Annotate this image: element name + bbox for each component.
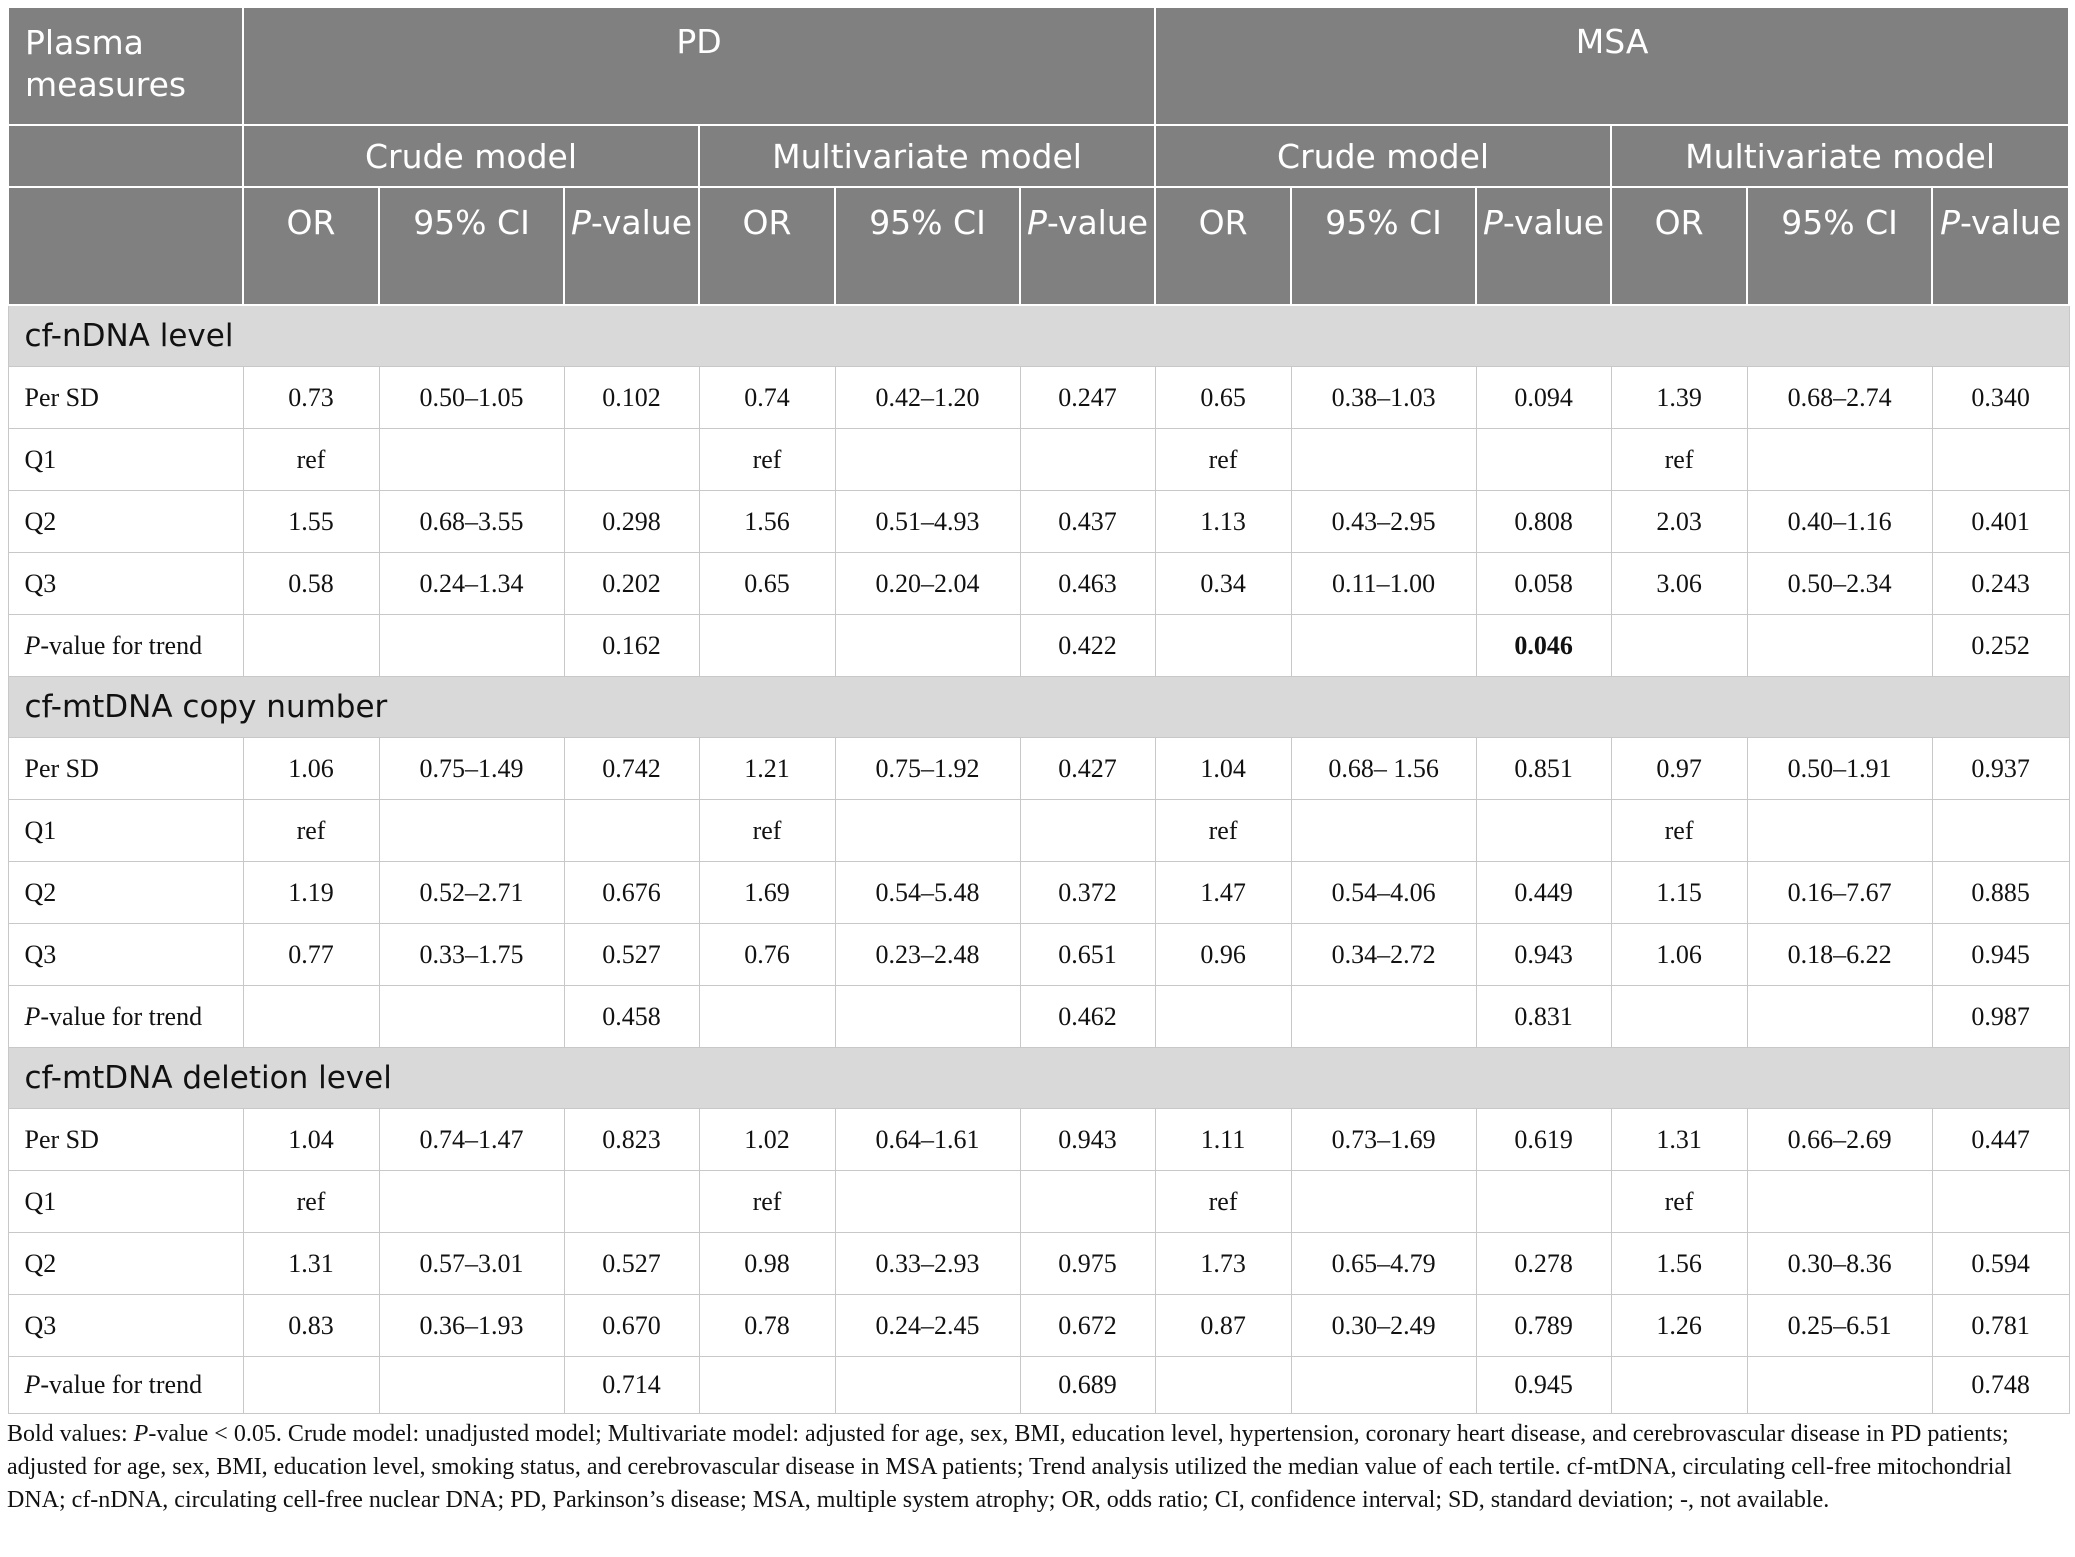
table-cell: 0.57–3.01 xyxy=(379,1233,564,1295)
table-cell: 0.831 xyxy=(1476,986,1611,1048)
table-cell xyxy=(379,429,564,491)
table-cell: 0.66–2.69 xyxy=(1747,1109,1932,1171)
table-cell: 0.68– 1.56 xyxy=(1291,738,1476,800)
table-cell xyxy=(1747,800,1932,862)
row-label-text: -value for trend xyxy=(40,1001,203,1031)
table-cell xyxy=(379,1171,564,1233)
table-cell: 0.975 xyxy=(1020,1233,1155,1295)
col-header-p-italic: P xyxy=(1026,203,1047,242)
table-cell: 1.31 xyxy=(243,1233,379,1295)
table-cell: 0.676 xyxy=(564,862,699,924)
table-cell xyxy=(699,1357,835,1414)
table-cell: 0.619 xyxy=(1476,1109,1611,1171)
table-row xyxy=(8,491,2069,553)
table-cell: ref xyxy=(699,800,835,862)
col-header-p-rest: -value xyxy=(1502,203,1605,242)
table-cell: 1.21 xyxy=(699,738,835,800)
row-label: Q3 xyxy=(8,553,243,615)
plasma-measures-header: Plasma measures xyxy=(8,7,243,125)
table-cell: 1.47 xyxy=(1155,862,1291,924)
table-cell: 0.046 xyxy=(1476,615,1611,677)
table-cell: 0.823 xyxy=(564,1109,699,1171)
col-header-95ci: 95% CI xyxy=(835,187,1020,305)
table-cell: ref xyxy=(243,1171,379,1233)
table-cell: 0.64–1.61 xyxy=(835,1109,1020,1171)
group-header-pd: PD xyxy=(243,7,1155,125)
table-cell: 0.937 xyxy=(1932,738,2069,800)
table-cell: 0.447 xyxy=(1932,1109,2069,1171)
table-cell: ref xyxy=(1611,1171,1747,1233)
table-cell: 0.689 xyxy=(1020,1357,1155,1414)
row-label-text: -value for trend xyxy=(40,1370,203,1399)
table-cell xyxy=(699,986,835,1048)
table-cell: 0.33–1.75 xyxy=(379,924,564,986)
col-header-p-value xyxy=(564,187,699,305)
table-cell: 0.75–1.49 xyxy=(379,738,564,800)
section-title: cf-nDNA level xyxy=(8,305,2069,367)
col-header-95ci: 95% CI xyxy=(1747,187,1932,305)
col-header-or: OR xyxy=(243,187,379,305)
col-header-p-value xyxy=(1020,187,1155,305)
table-cell: 0.52–2.71 xyxy=(379,862,564,924)
table-cell: 0.24–2.45 xyxy=(835,1295,1020,1357)
row-label-p-italic: P xyxy=(24,1370,41,1399)
table-cell: 0.16–7.67 xyxy=(1747,862,1932,924)
table-cell: 0.714 xyxy=(564,1357,699,1414)
table-cell: 0.30–2.49 xyxy=(1291,1295,1476,1357)
table-cell: 0.36–1.93 xyxy=(379,1295,564,1357)
table-cell: 0.462 xyxy=(1020,986,1155,1048)
table-row xyxy=(8,1171,2069,1233)
table-cell: 0.50–1.91 xyxy=(1747,738,1932,800)
table-cell xyxy=(1747,986,1932,1048)
row-label-text: -value for trend xyxy=(40,630,203,660)
header-row-models xyxy=(8,125,2069,187)
table-cell: 1.73 xyxy=(1155,1233,1291,1295)
table-cell: 0.851 xyxy=(1476,738,1611,800)
group-header-msa: MSA xyxy=(1155,7,2069,125)
table-cell: 0.68–2.74 xyxy=(1747,367,1932,429)
table-cell xyxy=(564,1171,699,1233)
table-cell xyxy=(564,800,699,862)
table-cell: 0.987 xyxy=(1932,986,2069,1048)
table-cell: 0.73 xyxy=(243,367,379,429)
table-cell: 0.65 xyxy=(699,553,835,615)
table-row xyxy=(8,738,2069,800)
table-row xyxy=(8,800,2069,862)
table-cell: 0.422 xyxy=(1020,615,1155,677)
table-cell xyxy=(1932,1171,2069,1233)
table-cell: 0.449 xyxy=(1476,862,1611,924)
table-cell: 0.340 xyxy=(1932,367,2069,429)
row-label: Q2 xyxy=(8,862,243,924)
col-header-or: OR xyxy=(699,187,835,305)
table-cell: 0.34 xyxy=(1155,553,1291,615)
table-cell: 0.789 xyxy=(1476,1295,1611,1357)
table-cell: 0.25–6.51 xyxy=(1747,1295,1932,1357)
table-cell: 1.69 xyxy=(699,862,835,924)
table-cell: 3.06 xyxy=(1611,553,1747,615)
table-cell: ref xyxy=(1155,429,1291,491)
table-cell: 1.11 xyxy=(1155,1109,1291,1171)
table-cell: 0.33–2.93 xyxy=(835,1233,1020,1295)
table-cell: 0.38–1.03 xyxy=(1291,367,1476,429)
table-cell xyxy=(835,1357,1020,1414)
table-cell: 0.40–1.16 xyxy=(1747,491,1932,553)
col-header-p-value xyxy=(1476,187,1611,305)
table-cell xyxy=(379,1357,564,1414)
table-footnote xyxy=(7,1418,2065,1517)
table-cell: 0.34–2.72 xyxy=(1291,924,1476,986)
table-cell: 0.742 xyxy=(564,738,699,800)
table-cell: 0.54–4.06 xyxy=(1291,862,1476,924)
table-cell: ref xyxy=(243,429,379,491)
table-cell: 0.670 xyxy=(564,1295,699,1357)
table-cell xyxy=(1291,1171,1476,1233)
row-label-p-italic: P xyxy=(24,1001,41,1031)
table-cell: 0.943 xyxy=(1476,924,1611,986)
table-cell xyxy=(1747,1357,1932,1414)
model-header-pd-multivariate: Multivariate model xyxy=(699,125,1155,187)
table-cell xyxy=(379,615,564,677)
table-cell: 0.83 xyxy=(243,1295,379,1357)
table-cell: 0.437 xyxy=(1020,491,1155,553)
col-header-p-italic: P xyxy=(1483,203,1503,242)
header-row-groups xyxy=(8,7,2069,125)
table-cell xyxy=(1291,1357,1476,1414)
model-header-msa-multivariate: Multivariate model xyxy=(1611,125,2069,187)
section-header-row xyxy=(8,305,2069,367)
table-row xyxy=(8,615,2069,677)
table-cell: ref xyxy=(1611,429,1747,491)
table-cell: 0.808 xyxy=(1476,491,1611,553)
table-cell xyxy=(564,429,699,491)
row-label: Per SD xyxy=(8,738,243,800)
table-cell xyxy=(1155,986,1291,1048)
model-header-pd-crude: Crude model xyxy=(243,125,699,187)
table-cell: 0.50–2.34 xyxy=(1747,553,1932,615)
table-cell: 1.39 xyxy=(1611,367,1747,429)
table-cell: 0.18–6.22 xyxy=(1747,924,1932,986)
row-label: Q2 xyxy=(8,1233,243,1295)
table-cell: 0.781 xyxy=(1932,1295,2069,1357)
table-cell xyxy=(1155,615,1291,677)
table-cell xyxy=(835,986,1020,1048)
row-label-p-italic: P xyxy=(24,630,41,660)
table-cell xyxy=(1747,615,1932,677)
table-cell xyxy=(1291,615,1476,677)
table-cell: 1.31 xyxy=(1611,1109,1747,1171)
table-cell xyxy=(1747,1171,1932,1233)
section-header-row xyxy=(8,1048,2069,1109)
table-cell: 0.594 xyxy=(1932,1233,2069,1295)
table-cell: 1.06 xyxy=(243,738,379,800)
table-cell: 0.463 xyxy=(1020,553,1155,615)
section-title: cf-mtDNA deletion level xyxy=(8,1048,2069,1109)
table-cell xyxy=(379,986,564,1048)
table-cell: 1.02 xyxy=(699,1109,835,1171)
col-header-p-rest: -value xyxy=(1046,203,1149,242)
table-cell xyxy=(1291,986,1476,1048)
table-cell xyxy=(243,615,379,677)
col-header-or: OR xyxy=(1155,187,1291,305)
col-header-p-rest: -value xyxy=(590,203,693,242)
table-cell: ref xyxy=(1611,800,1747,862)
table-cell: 1.26 xyxy=(1611,1295,1747,1357)
section-header-row xyxy=(8,677,2069,738)
row-label: Q1 xyxy=(8,800,243,862)
table-cell xyxy=(1611,615,1747,677)
row-label xyxy=(8,1357,243,1414)
col-header-p-italic: P xyxy=(1940,203,1960,242)
table-cell: ref xyxy=(699,429,835,491)
table-cell: 0.243 xyxy=(1932,553,2069,615)
table-cell: 0.945 xyxy=(1476,1357,1611,1414)
row-label: Q2 xyxy=(8,491,243,553)
row-label: Q1 xyxy=(8,429,243,491)
table-row xyxy=(8,429,2069,491)
table-cell: 1.13 xyxy=(1155,491,1291,553)
table-cell: 0.42–1.20 xyxy=(835,367,1020,429)
table-cell: 0.672 xyxy=(1020,1295,1155,1357)
table-cell: 0.98 xyxy=(699,1233,835,1295)
table-cell: 0.202 xyxy=(564,553,699,615)
table-cell: 0.252 xyxy=(1932,615,2069,677)
table-cell xyxy=(1020,800,1155,862)
table-cell: 0.75–1.92 xyxy=(835,738,1020,800)
table-cell xyxy=(835,429,1020,491)
table-cell: 0.372 xyxy=(1020,862,1155,924)
table-cell: 0.651 xyxy=(1020,924,1155,986)
empty-header-cell xyxy=(8,125,243,187)
table-row xyxy=(8,553,2069,615)
table-cell: 0.74–1.47 xyxy=(379,1109,564,1171)
table-cell xyxy=(1611,1357,1747,1414)
table-cell xyxy=(1476,429,1611,491)
table-cell: 0.74 xyxy=(699,367,835,429)
table-row xyxy=(8,1109,2069,1171)
table-cell: 0.68–3.55 xyxy=(379,491,564,553)
table-cell xyxy=(1155,1357,1291,1414)
table-cell xyxy=(1291,429,1476,491)
section-title: cf-mtDNA copy number xyxy=(8,677,2069,738)
table-cell: 0.30–8.36 xyxy=(1747,1233,1932,1295)
col-header-p-rest: -value xyxy=(1959,203,2062,242)
table-cell xyxy=(379,800,564,862)
table-body xyxy=(8,305,2069,1414)
table-cell: 0.20–2.04 xyxy=(835,553,1020,615)
table-cell xyxy=(1611,986,1747,1048)
table-cell: 0.278 xyxy=(1476,1233,1611,1295)
table-cell xyxy=(1932,429,2069,491)
table-row xyxy=(8,367,2069,429)
table-cell: 0.51–4.93 xyxy=(835,491,1020,553)
table-cell: ref xyxy=(1155,800,1291,862)
col-header-95ci: 95% CI xyxy=(1291,187,1476,305)
row-label xyxy=(8,986,243,1048)
table-cell xyxy=(1476,800,1611,862)
table-cell xyxy=(1476,1171,1611,1233)
table-cell: 0.943 xyxy=(1020,1109,1155,1171)
table-cell: 0.78 xyxy=(699,1295,835,1357)
table-cell xyxy=(699,615,835,677)
table-row xyxy=(8,986,2069,1048)
table-cell xyxy=(243,1357,379,1414)
table-cell: 0.65–4.79 xyxy=(1291,1233,1476,1295)
table-cell: 1.06 xyxy=(1611,924,1747,986)
table-cell: 1.56 xyxy=(699,491,835,553)
table-cell: 0.458 xyxy=(564,986,699,1048)
table-cell: 0.527 xyxy=(564,924,699,986)
table-cell xyxy=(1291,800,1476,862)
table-cell: 0.298 xyxy=(564,491,699,553)
table-cell: 0.247 xyxy=(1020,367,1155,429)
footnote-p-italic: P xyxy=(133,1421,149,1447)
table-cell: 0.65 xyxy=(1155,367,1291,429)
results-table xyxy=(7,6,2070,1414)
table-cell: 0.87 xyxy=(1155,1295,1291,1357)
table-row xyxy=(8,862,2069,924)
row-label xyxy=(8,615,243,677)
table-cell: 0.54–5.48 xyxy=(835,862,1020,924)
table-cell: ref xyxy=(243,800,379,862)
table-cell xyxy=(1747,429,1932,491)
table-cell: 0.527 xyxy=(564,1233,699,1295)
table-cell xyxy=(835,615,1020,677)
table-cell: 0.748 xyxy=(1932,1357,2069,1414)
row-label: Q1 xyxy=(8,1171,243,1233)
table-cell: 0.401 xyxy=(1932,491,2069,553)
table-row xyxy=(8,1357,2069,1414)
table-cell: 0.43–2.95 xyxy=(1291,491,1476,553)
table-cell: 0.23–2.48 xyxy=(835,924,1020,986)
table-row xyxy=(8,1295,2069,1357)
table-cell: 1.04 xyxy=(243,1109,379,1171)
table-cell xyxy=(243,986,379,1048)
table-cell: 0.162 xyxy=(564,615,699,677)
table-row xyxy=(8,924,2069,986)
row-label: Q3 xyxy=(8,1295,243,1357)
table-cell: 1.56 xyxy=(1611,1233,1747,1295)
table-cell: 0.427 xyxy=(1020,738,1155,800)
table-cell: 0.094 xyxy=(1476,367,1611,429)
table-cell: 1.55 xyxy=(243,491,379,553)
table-cell: ref xyxy=(1155,1171,1291,1233)
col-header-or: OR xyxy=(1611,187,1747,305)
table-cell: 0.50–1.05 xyxy=(379,367,564,429)
footnote-text: -value < 0.05. Crude model: unadjusted model; Multivariate model: adjusted for age, sex, BMI, education level, hypertension, coronary heart disease, and cerebrovascular disease in PD patients; adjusted for age, sex, BMI, education level, smoking status, and cerebrovascular disease in MSA patients; Trend analysis utilized the median value of each tertile. cf-mtDNA, circulating cell-free mitochondrial DNA; cf-nDNA, circulating cell-free nuclear DNA; PD, Parkinson’s disease; MSA, multiple system atrophy; OR, odds ratio; CI, confidence interval; SD, standard deviation; -, not available. xyxy=(7,1421,2012,1513)
footnote-pre: Bold values: xyxy=(7,1421,134,1447)
table-cell: 0.77 xyxy=(243,924,379,986)
col-header-p-value xyxy=(1932,187,2069,305)
row-label: Per SD xyxy=(8,367,243,429)
table-cell: 1.04 xyxy=(1155,738,1291,800)
table-cell: 1.19 xyxy=(243,862,379,924)
col-header-p-italic: P xyxy=(570,203,591,242)
table-cell xyxy=(835,800,1020,862)
row-label: Q3 xyxy=(8,924,243,986)
table-cell: 1.15 xyxy=(1611,862,1747,924)
table-cell: 2.03 xyxy=(1611,491,1747,553)
header-row-columns xyxy=(8,187,2069,305)
results-table-container xyxy=(7,6,2068,1414)
table-row xyxy=(8,1233,2069,1295)
table-cell: 0.058 xyxy=(1476,553,1611,615)
table-cell: 0.885 xyxy=(1932,862,2069,924)
table-cell: 0.76 xyxy=(699,924,835,986)
col-header-95ci: 95% CI xyxy=(379,187,564,305)
table-cell: 0.97 xyxy=(1611,738,1747,800)
model-header-msa-crude: Crude model xyxy=(1155,125,1611,187)
table-cell xyxy=(1932,800,2069,862)
table-cell xyxy=(1020,1171,1155,1233)
table-cell: 0.58 xyxy=(243,553,379,615)
table-cell: ref xyxy=(699,1171,835,1233)
empty-header-cell xyxy=(8,187,243,305)
table-cell xyxy=(1020,429,1155,491)
table-cell: 0.102 xyxy=(564,367,699,429)
table-cell: 0.24–1.34 xyxy=(379,553,564,615)
table-cell: 0.11–1.00 xyxy=(1291,553,1476,615)
table-cell: 0.945 xyxy=(1932,924,2069,986)
table-cell: 0.96 xyxy=(1155,924,1291,986)
table-cell: 0.73–1.69 xyxy=(1291,1109,1476,1171)
table-cell xyxy=(835,1171,1020,1233)
row-label: Per SD xyxy=(8,1109,243,1171)
